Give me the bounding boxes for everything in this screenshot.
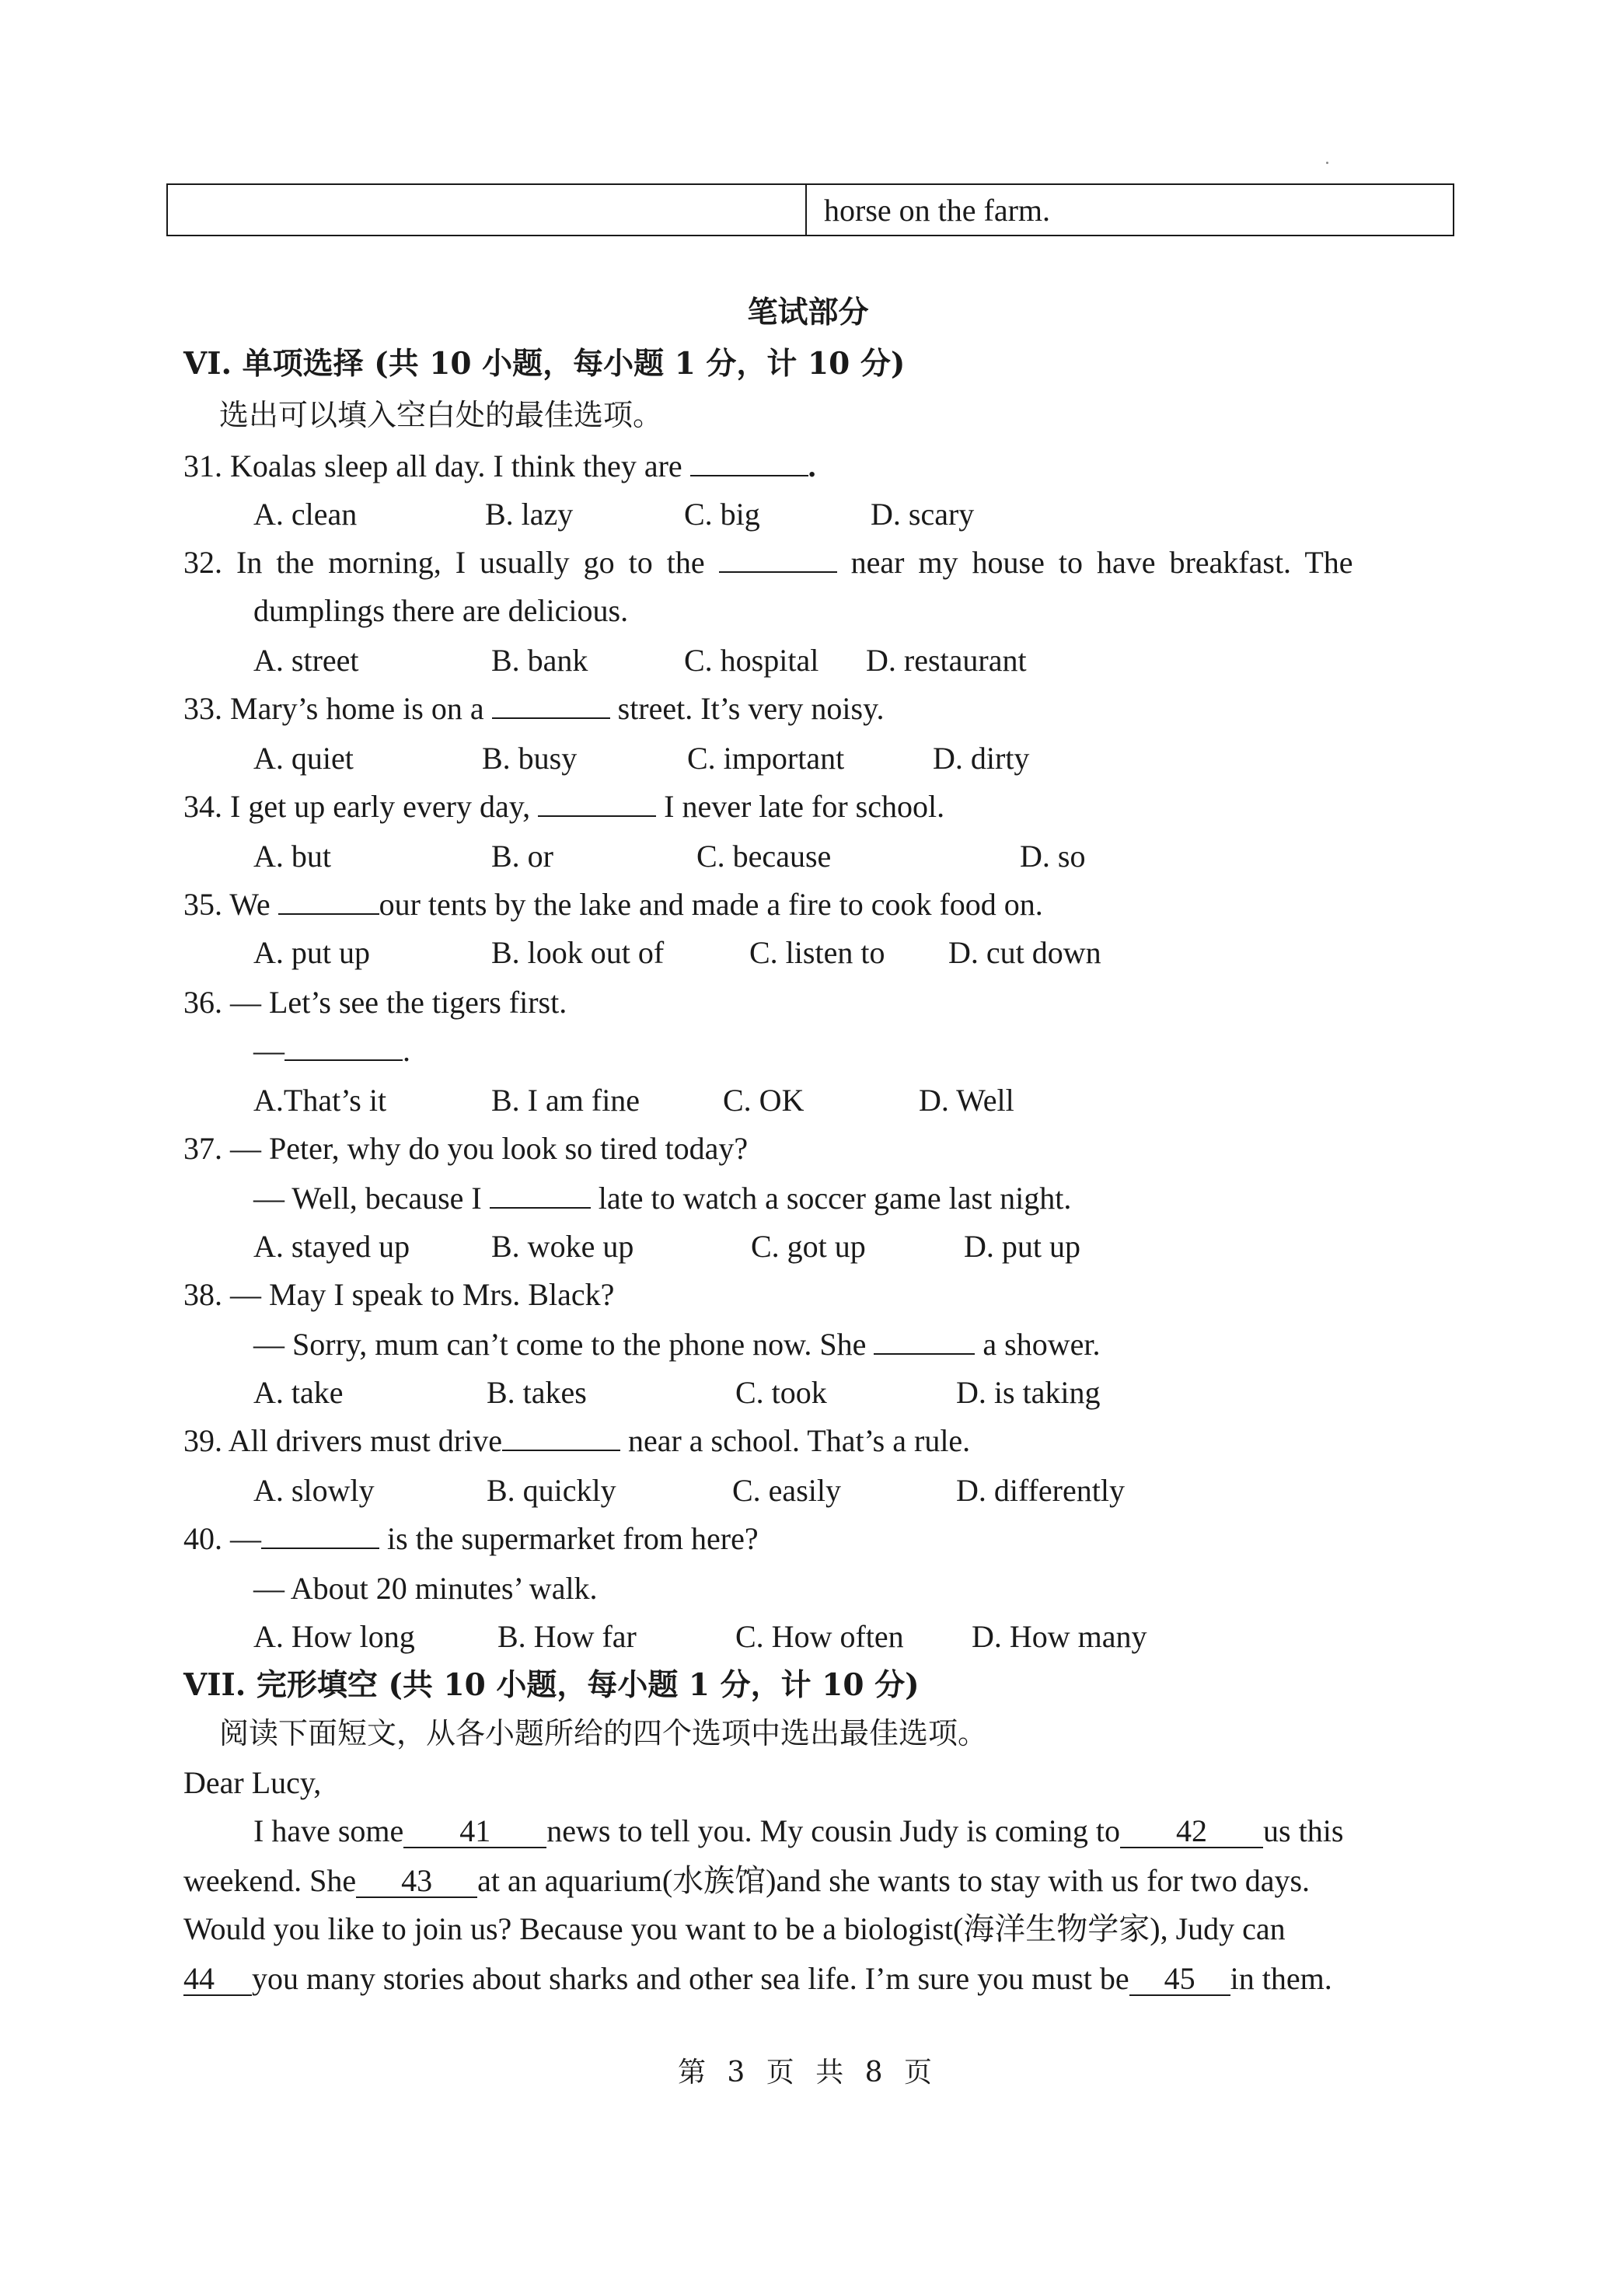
question-31: 31. Koalas sleep all day. I think they are . — [183, 448, 816, 483]
section-title: 笔试部分 — [747, 295, 869, 330]
option: A.That’s it — [253, 1083, 387, 1118]
question-32-continuation: dumplings there are delicious. — [253, 593, 629, 628]
option: C. because — [696, 839, 832, 874]
question-37-reply: — Well, because I late to watch a soccer game last night. — [253, 1181, 1072, 1216]
option: D. Well — [919, 1083, 1014, 1118]
option: C. How often — [735, 1619, 904, 1654]
question-33: 33. Mary’s home is on a street. It’s very noisy. — [183, 691, 885, 726]
option: C. hospital — [684, 643, 819, 678]
option: B. busy — [482, 741, 578, 776]
part7-heading: VII. 完形填空 (共 10 小题，每小题 1 分，计 10 分) — [183, 1667, 920, 1703]
blank-45: 45 — [1129, 1963, 1230, 1996]
option: B. woke up — [491, 1229, 634, 1264]
part6-instruction: 选出可以填入空白处的最佳选项。 — [219, 398, 663, 432]
question-36-reply: — . — [253, 1033, 410, 1068]
blank-41: 41 — [403, 1816, 546, 1848]
option: A. stayed up — [253, 1229, 410, 1264]
option: B. quickly — [487, 1473, 616, 1508]
option: C. big — [684, 497, 760, 532]
passage-line-1: I have some 41 news to tell you. My cousin Judy is coming to 42 us this — [253, 1813, 1344, 1848]
question-35: 35. We our tents by the lake and made a fire to cook food on. — [183, 887, 1043, 922]
question-38-reply: — Sorry, mum can’t come to the phone now. She a shower. — [253, 1327, 1101, 1362]
part7-instruction: 阅读下面短文，从各小题所给的四个选项中选出最佳选项。 — [219, 1716, 988, 1750]
option: C. OK — [723, 1083, 805, 1118]
question-36: 36. — Let’s see the tigers first. — [183, 985, 567, 1020]
option: B. I am fine — [491, 1083, 640, 1118]
option: D. How many — [972, 1619, 1147, 1654]
question-40: 40. — is the supermarket from here? — [183, 1521, 759, 1556]
option: B. takes — [487, 1375, 587, 1410]
option: D. differently — [956, 1473, 1125, 1508]
salutation: Dear Lucy, — [183, 1765, 322, 1800]
option: D. so — [1020, 839, 1086, 874]
passage-line-3: Would you like to join us? Because you want to be a biologist(海洋生物学家), Judy can — [183, 1911, 1286, 1946]
part6-heading: VI. 单项选择 (共 10 小题，每小题 1 分，计 10 分) — [183, 346, 906, 382]
option: D. put up — [964, 1229, 1080, 1264]
option: A. clean — [253, 497, 358, 532]
question-32: 32. In the morning, I usually go to the near my house to have breakfast. The — [183, 545, 1353, 580]
question-40-reply: — About 20 minutes’ walk. — [253, 1571, 598, 1606]
passage-line-2: weekend. She 43 at an aquarium(水族馆)and she wants to stay with us for two days. — [183, 1863, 1311, 1898]
passage-line-4: 44 you many stories about sharks and other sea life. I’m sure you must be 45 in them. — [183, 1961, 1332, 1996]
option: A. take — [253, 1375, 344, 1410]
blank-43: 43 — [356, 1865, 477, 1898]
option: D. cut down — [948, 935, 1101, 970]
option: D. is taking — [956, 1375, 1101, 1410]
option: C. listen to — [749, 935, 885, 970]
option: B. or — [491, 839, 553, 874]
top-table-right-cell: horse on the farm. — [806, 184, 1454, 236]
option: D. restaurant — [866, 643, 1027, 678]
option: C. easily — [732, 1473, 841, 1508]
option: B. How far — [497, 1619, 637, 1654]
option: A. street — [253, 643, 359, 678]
option: D. dirty — [933, 741, 1030, 776]
option: B. look out of — [491, 935, 665, 970]
top-table-left-cell — [167, 184, 806, 236]
question-34: 34. I get up early every day, I never late for school. — [183, 789, 945, 824]
scan-speck — [1326, 162, 1328, 164]
blank-44: 44 — [183, 1963, 252, 1996]
option: B. lazy — [485, 497, 574, 532]
question-37: 37. — Peter, why do you look so tired today? — [183, 1131, 749, 1166]
option: B. bank — [491, 643, 588, 678]
option: C. got up — [751, 1229, 866, 1264]
option: C. important — [687, 741, 845, 776]
page-footer: 第 3 页 共 8 页 — [677, 2057, 939, 2088]
option: A. slowly — [253, 1473, 375, 1508]
question-39: 39. All drivers must drive near a school. That’s a rule. — [183, 1423, 971, 1458]
blank-42: 42 — [1120, 1816, 1263, 1848]
option: A. How long — [253, 1619, 415, 1654]
question-38: 38. — May I speak to Mrs. Black? — [183, 1277, 615, 1312]
top-table — [166, 183, 1454, 236]
option: D. scary — [871, 497, 975, 532]
option: A. put up — [253, 935, 370, 970]
option: A. quiet — [253, 741, 354, 776]
option: A. but — [253, 839, 331, 874]
option: C. took — [735, 1375, 827, 1410]
